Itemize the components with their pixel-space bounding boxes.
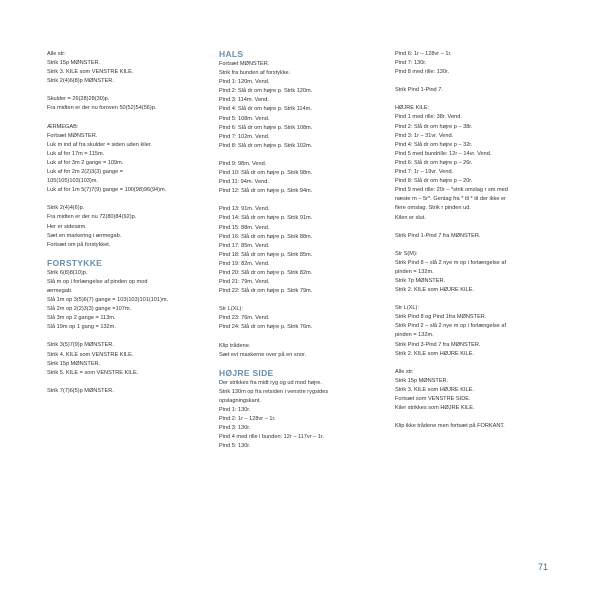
text-line: opslagningskant.	[219, 397, 261, 404]
page-number: 71	[538, 562, 549, 572]
text-line: Luk af for 3m 2 gange = 109m.	[47, 159, 124, 166]
text-line: Fortsæt som VENSTRE SIDE.	[395, 396, 471, 402]
text-line: Pind 8 med rille: 130r.	[395, 69, 450, 76]
text-line: Pind 3: 130r.	[219, 425, 251, 432]
text-line: Pind 14: Slå dr om højre p. Strik 91m.	[219, 215, 313, 222]
text-line: Alle str:	[395, 368, 414, 375]
text-line: Slå 19m op 1 gang = 132m.	[47, 324, 116, 331]
text-line: Her er sidesøm.	[47, 223, 87, 230]
text-line: Kilen er slut.	[395, 214, 426, 221]
paragraph-gap	[47, 114, 202, 123]
text-line: Strik 6(8)8(10)p.	[47, 269, 88, 276]
paragraph-gap	[47, 195, 202, 204]
paragraph-gap	[47, 86, 202, 95]
text-line: Pind 7: 102m. Vend.	[219, 133, 270, 140]
text-line: Luk af for 17m = 115m.	[47, 150, 105, 157]
text-line: Fortsæt om på forstykket.	[47, 241, 111, 248]
text-line: Pind 5: 108m. Vend.	[219, 115, 270, 122]
text-line: Strik 4. KILE som VENSTRE KILE.	[47, 351, 134, 358]
text-line: Pind 6: 1r – 128vr – 1r.	[395, 51, 452, 57]
text-line: Fra midten er der nu foroven 50(52)54(56)p.	[47, 105, 157, 112]
text-line: Fortsæt MØNSTER.	[219, 61, 270, 67]
text-line: Pind 9: 98m. Vend.	[219, 160, 267, 167]
text-line: Pind 11: 94m. Vend.	[219, 179, 269, 186]
text-line: Pind 1 med rille: 38r. Vend.	[395, 114, 462, 121]
text-line: Pind 13: 91m. Vend.	[219, 206, 270, 213]
paragraph-gap	[395, 413, 550, 422]
text-line: Kiler strikkes som HØJRE KILE.	[395, 405, 475, 412]
text-line: Pind 5 med bundrille: 12r – 14vr. Vend.	[395, 150, 492, 157]
text-line: Strik 7(7)6(5)p MØNSTER.	[47, 387, 114, 394]
text-line: Fortsæt MØNSTER.	[47, 132, 98, 139]
text-line: Strik 2(4)6(8)p MØNSTER.	[47, 78, 114, 85]
text-line: Sæt evt maskerne over på en snor.	[219, 351, 307, 358]
text-line: Strik Pind 8 og Pind 1fra MØNSTER.	[395, 314, 487, 321]
text-line: Pind 7: 1r – 19vr. Vend.	[395, 169, 454, 176]
text-line: Pind 18: Slå dr om højre p. Strik 85m.	[219, 251, 313, 258]
text-line: Pind 4 med rille i bunden: 12r – 117vr – 1r.	[219, 434, 324, 441]
text-line: Pind 4: Slå dr om højre p. Strik 114m.	[219, 106, 312, 113]
text-line: Pind 15: 88m. Vend.	[219, 224, 270, 231]
column-left	[47, 50, 202, 396]
text-line: Pind 23: 76m. Vend.	[219, 315, 270, 322]
text-line: Pind 12: Slå dr om højre p. Strik 94m.	[219, 188, 313, 195]
paragraph-gap	[395, 77, 550, 86]
text-line: Strik 15p MØNSTER.	[395, 377, 449, 384]
text-line: Strik 2. KILE som HØJRE KILE.	[395, 287, 474, 294]
text-line: 105(105)103(103)m.	[47, 178, 98, 185]
text-line: Strik 15p MØNSTER.	[47, 360, 101, 367]
text-line: ærmegab.	[47, 287, 73, 294]
text-line: Strik Pind 8 – slå 2 nye m op i forlængelse af	[395, 259, 506, 266]
text-line: Pind 4: Slå dr om højre p – 32r.	[395, 141, 473, 148]
text-line: Fra midten er der nu 72(80)84(92)p.	[47, 214, 137, 221]
text-line: næste m – 5r*. Gentag fra * til * til der ikke er	[395, 196, 506, 203]
text-line: Pind 3: 114m. Vend.	[219, 97, 269, 104]
text-line: flere omslag. Strik r pinden ud.	[395, 205, 471, 212]
text-line: Strik 2. KILE som HØJRE KILE.	[395, 350, 474, 357]
text-line: pinden = 132m.	[395, 268, 434, 275]
paragraph-gap	[395, 359, 550, 368]
text-line: Alle str:	[47, 51, 66, 57]
text-line: Pind 8: Slå dr om højre p. Strik 102m.	[219, 142, 313, 149]
section-heading: HØJRE SIDE	[219, 367, 274, 378]
text-line: HØJRE KILE:	[395, 105, 430, 112]
text-line: Pind 7: 130r.	[395, 60, 427, 67]
text-line: Strik 130m op fra retsiden i venstre rygsides	[219, 388, 329, 395]
paragraph-gap	[219, 151, 374, 160]
text-line: Pind 3: 1r – 31vr. Vend.	[395, 132, 454, 139]
text-line: Pind 24: Slå dr om højre p. Strik 76m.	[219, 324, 313, 331]
text-line: Strik 3. KILE som VENSTRE KILE.	[47, 69, 134, 76]
paragraph-gap	[395, 95, 550, 104]
paragraph-gap	[47, 332, 202, 341]
text-line: Klip ikke trådene men fortsæt på FORKANT.	[395, 423, 505, 430]
text-line: pinden = 132m.	[395, 332, 434, 339]
text-line: Str L(XL):	[395, 305, 419, 312]
text-line: Luk m ind af fra skulder = siden uden kiler.	[47, 141, 152, 148]
text-line: Pind 10: Slå dr om højre p. Strik 98m.	[219, 170, 313, 177]
text-line: Strik 2(4)4(6)p.	[47, 205, 85, 212]
paragraph-gap	[395, 241, 550, 250]
text-line: Strik Pind 1-Pind 7.	[395, 87, 443, 94]
text-line: Pind 2: Slå dr om højre p. Strik 120m.	[219, 88, 313, 95]
text-line: Pind 6: Slå dr om højre p – 26r.	[395, 159, 473, 166]
text-line: Pind 9 med rille: 20r – *strik omslag r sm med	[395, 187, 508, 194]
text-line: Strik Pind 2 – slå 2 nye m op i forlængelse af	[395, 323, 506, 330]
text-line: Pind 16: Slå dr om højre p. Strik 88m.	[219, 233, 313, 240]
text-line: Pind 19: 82m. Vend.	[219, 260, 270, 267]
text-line: Str S(M):	[395, 250, 418, 257]
paragraph-gap	[219, 196, 374, 205]
text-line: Strik 5. KILE = som VENSTRE KILE.	[47, 369, 139, 376]
text-line: Pind 1: 130r.	[219, 407, 251, 413]
text-line: Strik 3. KILE som HØJRE KILE.	[395, 386, 474, 393]
text-line: Pind 2: 1r – 128vr – 1r.	[219, 416, 276, 423]
text-line: Strik 3(5)7(9)p MØNSTER.	[47, 342, 114, 349]
text-line: Strik 15p MØNSTER.	[47, 60, 101, 67]
text-line: Slå 1m op 3(5)6(7) gange = 103(103)101(101)m.	[47, 297, 169, 304]
text-line: Luk af for 2m 2(2)3(3) gange =	[47, 169, 124, 176]
section-heading: FORSTYKKE	[47, 257, 103, 268]
text-line: Klip trådene.	[219, 342, 251, 349]
paragraph-gap	[395, 295, 550, 304]
text-line: Pind 2: Slå dr om højre p – 38r.	[395, 123, 473, 130]
text-line: Skulder = 26(28)28(30)p.	[47, 96, 110, 103]
column-right	[395, 50, 550, 431]
text-line: Strik 7p MØNSTER.	[395, 277, 446, 284]
paragraph-gap	[219, 296, 374, 305]
text-line: Slå m op i forlængelse af pinden op mod	[47, 278, 148, 285]
section-heading: HALS	[219, 49, 244, 59]
text-line: Der strikkes fra midt ryg og ud mod højre.	[219, 379, 322, 386]
text-line: Pind 1: 120m. Vend.	[219, 79, 270, 86]
column-middle	[219, 50, 374, 451]
paragraph-gap	[219, 333, 374, 342]
paragraph-gap	[47, 378, 202, 387]
text-line: Strik fra bunden af forstykke.	[219, 70, 291, 77]
text-line: Pind 8: Slå dr om højre p – 20r.	[395, 178, 473, 185]
text-line: Strik Pind 1-Pind 7 fra MØNSTER.	[395, 232, 481, 239]
text-line: Luk af for 1m 5(7)7(9) gange = 100(98)96(94)m.	[47, 187, 167, 194]
text-line: Pind 6: Slå dr om højre p. Strik 108m.	[219, 124, 313, 131]
text-line: Sæt en markering i ærmegab.	[47, 232, 122, 239]
text-line: Pind 22: Slå dr om højre p. Strik 79m.	[219, 288, 313, 295]
text-line: Slå 3m op 2 gange = 113m.	[47, 315, 116, 322]
text-line: Pind 21: 79m. Vend.	[219, 279, 270, 286]
text-line: Str L(XL):	[219, 306, 243, 313]
text-line: Strik Pind 3-Pind 7 fra MØNSTER.	[395, 341, 481, 348]
text-line: ÆRMEGAB:	[47, 123, 79, 130]
text-line: Pind 5: 130r.	[219, 443, 251, 450]
text-line: Pind 20: Slå dr om højre p. Strik 82m.	[219, 269, 313, 276]
text-line: Pind 17: 85m. Vend.	[219, 242, 270, 249]
paragraph-gap	[395, 223, 550, 232]
text-line: Slå 2m op 2(2)3(3) gange =107m.	[47, 306, 132, 313]
